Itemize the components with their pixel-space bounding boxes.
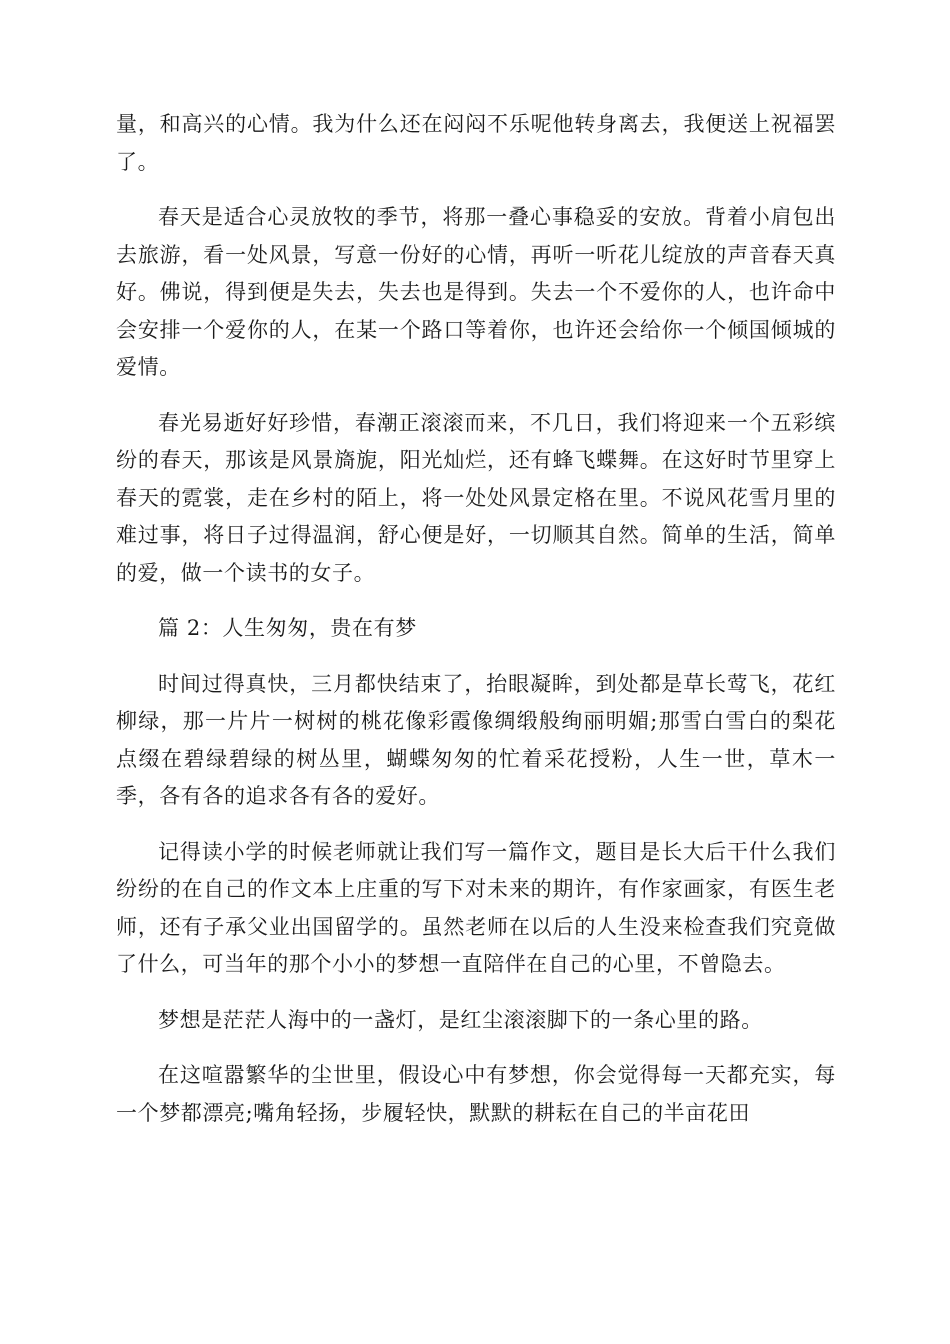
paragraph-dream-lamp: 梦想是茫茫人海中的一盏灯，是红尘滚滚脚下的一条心里的路。 [158,1007,763,1032]
paragraph-spring-light: 春光易逝好好珍惜，春潮正滚滚而来，不几日，我们将迎来一个五彩缤纷的春天，那该是风景旖旎，阳光灿烂，还有蜂飞蝶舞。在这好时节里穿上春天的霓裳，走在乡村的陌上，将一处处风景定格在里。不说风花雪月里的难过事，将日子过得温润，舒心便是好，一切顺其自然。简单的生活，简单的爱，做一个读书的女子。 [116,410,836,585]
paragraph-spring-mood: 春天是适合心灵放牧的季节，将那一叠心事稳妥的安放。背着小肩包出去旅游，看一处风景，写意一份好的心情，再听一听花儿绽放的声音春天真好。佛说，得到便是失去，失去也是得到。失去一个不爱你的人，也许命中会安排一个爱你的人，在某一个路口等着你，也许还会给你一个倾国倾城的爱情。 [116,205,836,379]
document-page [116,106,836,1150]
paragraph-dream-world: 在这喧嚣繁华的尘世里，假设心中有梦想，你会觉得每一天都充实，每一个梦都漂亮;嘴角轻扬，步履轻快，默默的耕耘在自己的半亩花田 [116,1063,836,1125]
paragraph-march: 时间过得真快，三月都快结束了，抬眼凝眸，到处都是草长莺飞，花红柳绿，那一片片一树树的桃花像彩霞像绸缎般绚丽明媚;那雪白雪白的梨花点缀在碧绿碧绿的树丛里，蝴蝶匆匆的忙着采花授粉，人生一世，草木一季，各有各的追求各有各的爱好。 [116,671,836,808]
paragraph-continuation: 量，和高兴的心情。我为什么还在闷闷不乐呢他转身离去，我便送上祝福罢了。 [116,112,836,174]
paragraph-school-essay: 记得读小学的时候老师就让我们写一篇作文，题目是长大后干什么我们纷纷的在自己的作文本上庄重的写下对未来的期许，有作家画家，有医生老师，还有子承父业出国留学的。虽然老师在以后的人生没来检查我们究竟做了什么，可当年的那个小小的梦想一直陪伴在自己的心里，不曾隐去。 [116,839,836,976]
section-heading: 篇 2：人生匆匆，贵在有梦 [158,616,417,640]
